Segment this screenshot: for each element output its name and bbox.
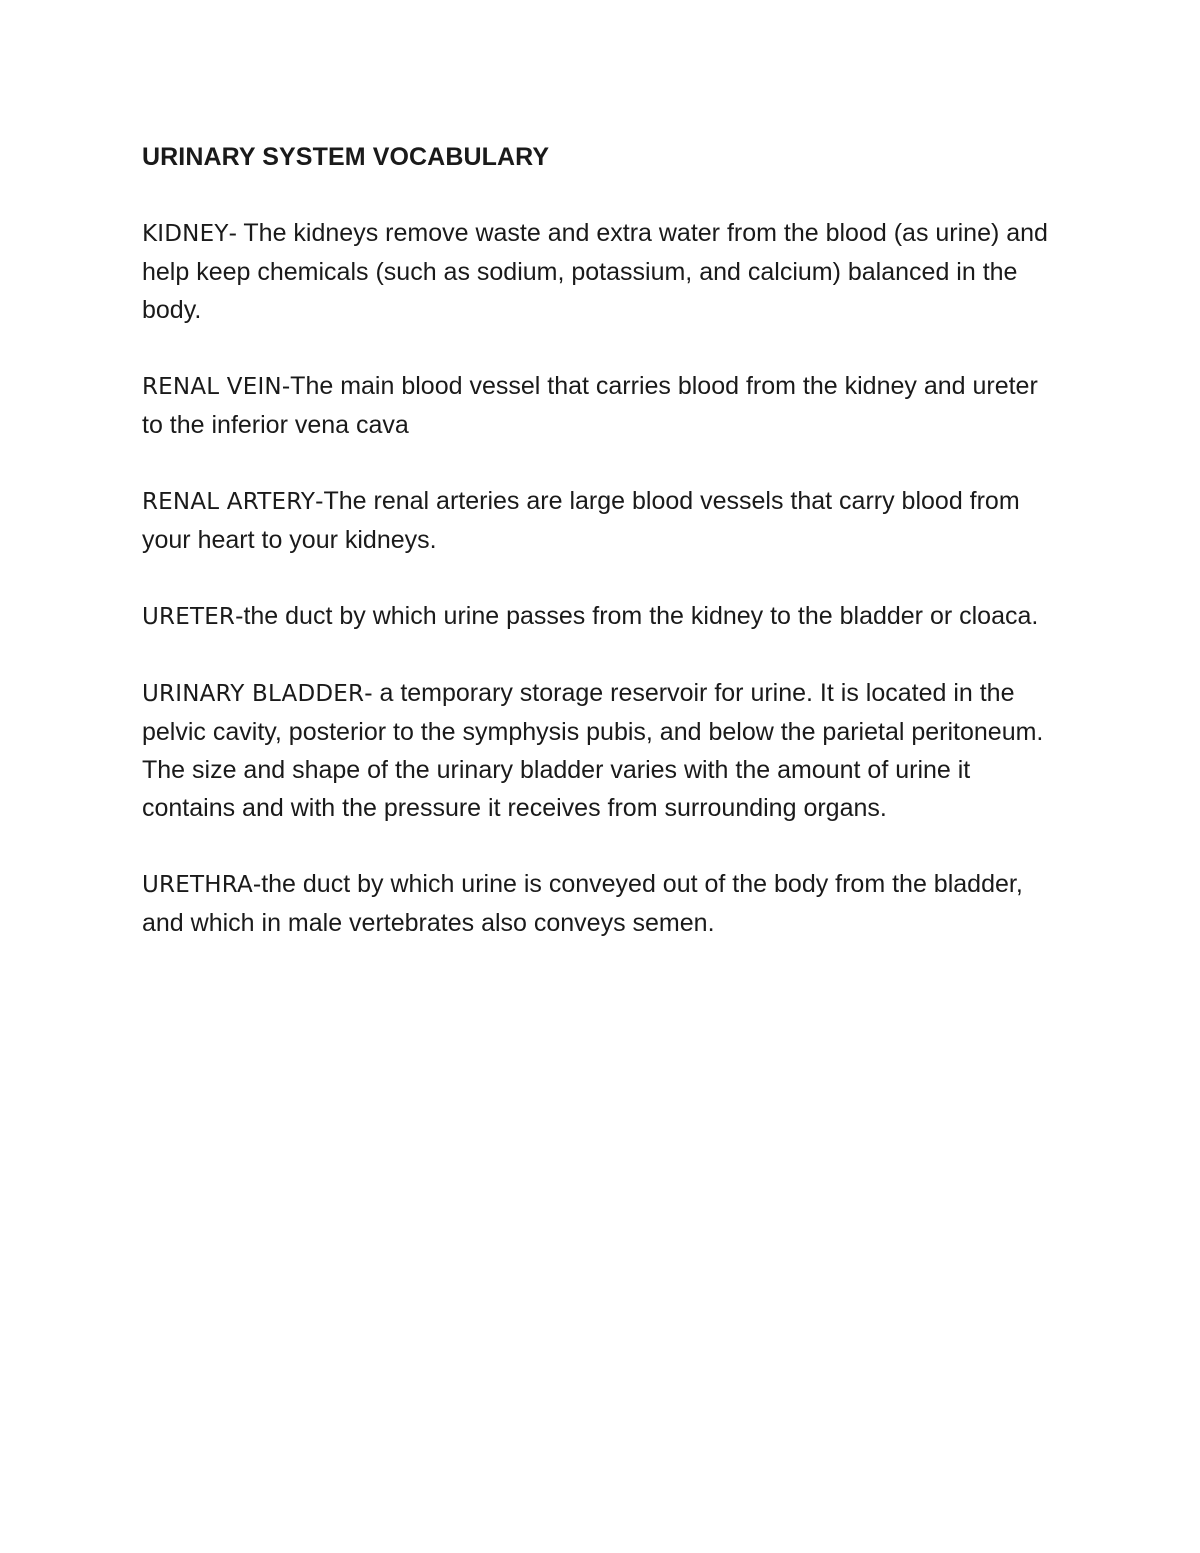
- vocab-entry-urinary-bladder: [142, 674, 1062, 827]
- vocab-entry-urethra: [142, 865, 1062, 942]
- document-title: URINARY SYSTEM VOCABULARY: [142, 143, 550, 171]
- vocab-entry-kidney: [142, 214, 1062, 329]
- vocab-definition: -The main blood vessel that carries blood from the kidney and ureter to the inferior vena cava: [142, 372, 1038, 439]
- vocab-definition: - The kidneys remove waste and extra water from the blood (as urine) and help keep chemicals (such as sodium, potassium, and calcium) balanced in the body.: [142, 219, 1048, 324]
- vocab-definition: -the duct by which urine passes from the kidney to the bladder or cloaca.: [235, 602, 1039, 630]
- vocab-term: URETHRA: [142, 872, 253, 898]
- vocab-term: URETER: [142, 604, 236, 630]
- vocab-entry-renal-artery: [142, 482, 1062, 559]
- document-content: [142, 138, 1062, 980]
- vocab-entry-ureter: [142, 597, 1062, 636]
- vocab-definition: -The renal arteries are large blood vessels that carry blood from your heart to your kidneys.: [142, 487, 1020, 554]
- vocab-term: KIDNEY: [142, 221, 229, 247]
- vocab-definition: -the duct by which urine is conveyed out of the body from the bladder, and which in male vertebrates also conveys semen.: [142, 870, 1023, 937]
- vocab-term: URINARY BLADDER: [142, 681, 365, 707]
- vocab-term: RENAL VEIN: [142, 374, 282, 400]
- vocab-definition: - a temporary storage reservoir for urine. It is located in the pelvic cavity, posterior to the symphysis pubis, and below the parietal peritoneum. The size and shape of the urinary bladder varies with the amount of urine it contains and with the pressure it receives from surrounding organs.: [142, 679, 1044, 822]
- vocab-term: RENAL ARTERY: [142, 489, 316, 515]
- vocab-entry-renal-vein: [142, 367, 1062, 444]
